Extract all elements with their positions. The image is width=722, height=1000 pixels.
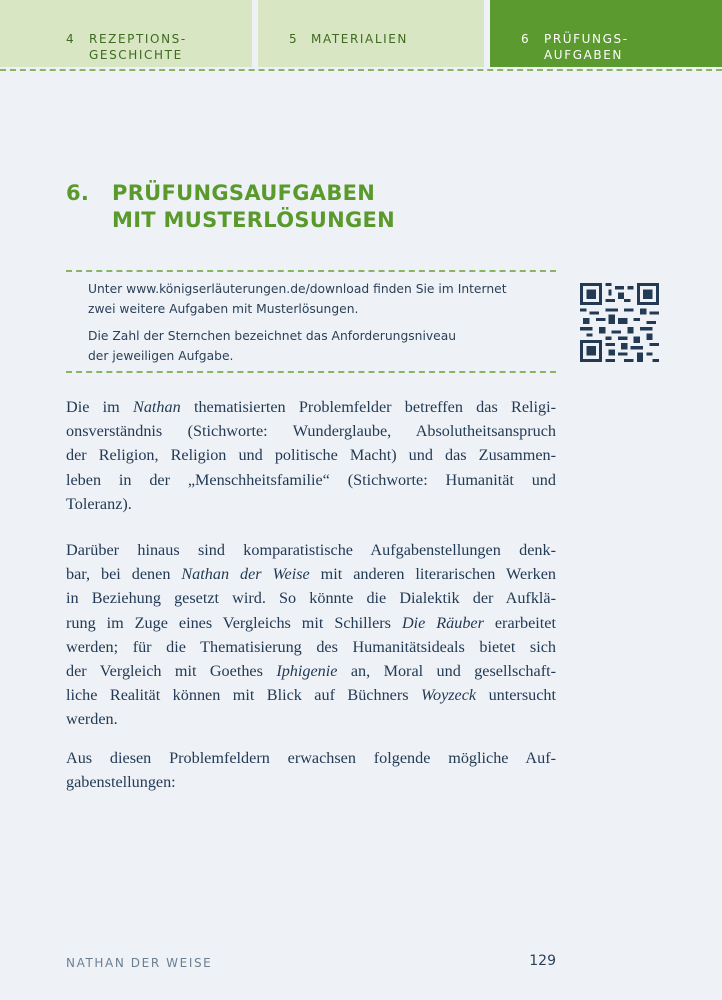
text: thematisierten Problemfelder betreffen das Religi- [180,398,556,416]
work-title: Iphigenie [276,662,338,681]
text-line: werden. [66,710,118,729]
text-line: der Religion, Religion und politische Macht) und das Zusammen- [66,446,556,465]
running-footer-title: NATHAN DER WEISE [66,956,213,970]
text-line: Darüber hinaus sind komparatistische Aufgabenstellungen denk- [66,541,556,559]
body-paragraph-2 [66,538,556,732]
text: mit anderen literarischen Werken [309,565,556,584]
note-top-divider [66,270,556,272]
tab-number: 6 [521,32,531,46]
chapter-title-line2: MIT MUSTERLÖSUNGEN [112,208,396,232]
text-line: werden; für die Thematisierung des Humanitätsideals bietet sich [66,637,556,656]
note-line: zwei weitere Aufgaben mit Musterlösungen. [88,301,359,316]
body-paragraph-1 [66,395,556,516]
text-line: leben in der „Menschheitsfamilie“ (Stichworte: Humanität und [66,470,556,489]
text: liche Realität können mit Blick auf Büchners [66,686,421,705]
text-line: Aus diesen Problemfeldern erwachsen folgende mögliche Auf- [66,749,556,767]
text: erarbeitet [483,613,556,632]
text-line: Toleranz). [66,494,132,513]
tab-label [89,31,187,63]
text: bar, bei denen [66,565,182,584]
note-line: Die Zahl der Sternchen bezeichnet das Anforderungsniveau [88,329,457,343]
note-line: der jeweiligen Aufgabe. [88,348,234,363]
tab-number: 5 [289,32,299,46]
tab-label-line1: REZEPTIONS- [89,32,187,46]
qr-code-icon[interactable] [580,283,659,362]
tab-label-line2: GESCHICHTE [89,48,183,62]
text: an, Moral und gesellschaft- [337,662,556,681]
chapter-tabs [0,0,722,67]
body-paragraph-3 [66,746,556,794]
text: untersucht [476,686,556,705]
header-divider [0,69,722,71]
note-bottom-divider [66,371,556,373]
page-number: 129 [529,953,556,969]
tab-label-line1: PRÜFUNGS- [544,32,629,46]
chapter-number: 6. [66,181,90,205]
note-line: Unter www.königserläuterungen.de/download finden Sie im Internet [88,282,507,296]
work-title: Woyzeck [420,686,477,705]
work-title: Nathan [133,398,181,416]
text: Die im [66,398,134,416]
work-title: Die Räuber [401,613,484,632]
text-line: gabenstellungen: [66,773,176,792]
text-line: in Beziehung gesetzt wird. So könnte die Dialektik der Aufklä- [66,589,556,608]
tab-number: 4 [66,32,76,46]
tab-pruefungsaufgaben-active[interactable] [490,0,722,67]
tab-label-line2: AUFGABEN [544,48,623,62]
text: rung im Zuge eines Vergleichs mit Schillers [66,613,402,632]
difficulty-note [88,327,538,366]
tab-label [544,31,629,63]
chapter-title-line1: PRÜFUNGSAUFGABEN [112,181,376,205]
text-line: onsverständnis (Stichworte: Wunderglaube, Absolutheitsanspruch [66,422,556,441]
download-note [88,280,538,319]
tab-rezeptionsgeschichte[interactable] [0,0,252,67]
tab-materialien[interactable] [258,0,484,67]
tab-label: MATERIALIEN [311,32,409,46]
text: der Vergleich mit Goethes [66,662,277,681]
work-title: Nathan der Weise [181,565,310,584]
